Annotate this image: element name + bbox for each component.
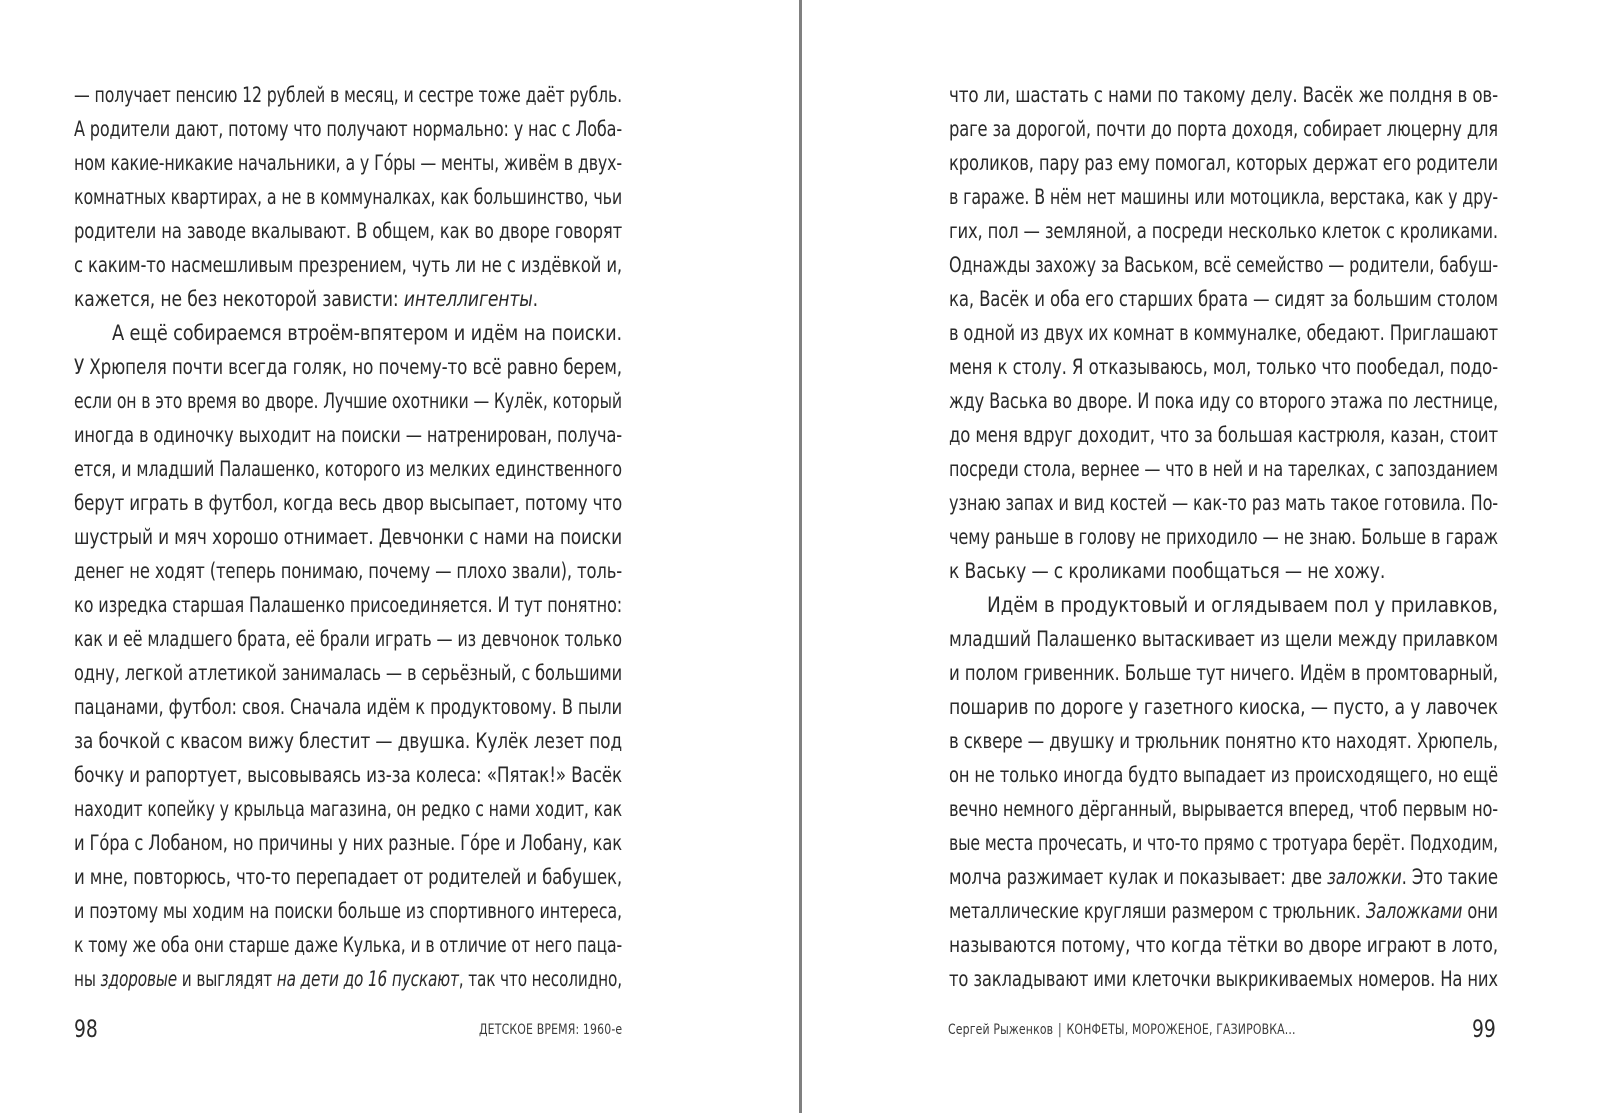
- text-line: [74, 452, 622, 486]
- text-run: и Гóра с Лобаном, но причины у них разные. Гóре и Лобану, как: [74, 831, 623, 855]
- text-line-content: [74, 894, 622, 928]
- text-run: бочку и рапортует, высовываясь из-за колеса: «Пятак!» Васёк: [74, 763, 623, 787]
- text-line: [74, 792, 622, 826]
- text-line: [74, 588, 622, 622]
- text-line-content: [949, 520, 1498, 554]
- text-line: [949, 554, 1498, 588]
- text-line-content: [74, 792, 622, 826]
- text-line: [949, 452, 1498, 486]
- text-line: [74, 690, 622, 724]
- text-line: [74, 316, 622, 350]
- text-line: [949, 588, 1498, 622]
- italic-phrase: интеллигенты: [403, 287, 533, 311]
- text-run: .: [532, 287, 538, 311]
- text-line-content: [74, 350, 622, 384]
- text-line-content: [74, 486, 622, 520]
- text-line-content: [74, 282, 538, 316]
- text-line: [949, 758, 1498, 792]
- text-run: называются потому, что когда тётки во дворе играют в лото,: [949, 933, 1498, 957]
- text-line-content: [74, 214, 622, 248]
- right-page-body: [949, 78, 1498, 996]
- text-run: молча разжимает кулак и показывает: две: [949, 865, 1328, 889]
- running-head-separator: |: [1057, 1022, 1062, 1038]
- text-run: иногда в одиночку выходит на поиски — натренирован, получа-: [74, 423, 623, 447]
- text-run: чему раньше в голову не приходило — не знаю. Больше в гараж: [949, 525, 1499, 549]
- text-line-content: [74, 554, 622, 588]
- text-line: [949, 384, 1498, 418]
- text-line-content: [949, 894, 1498, 928]
- text-run: с каким-то насмешливым презрением, чуть ли не с издёвкой и,: [74, 253, 622, 277]
- text-line: [949, 792, 1498, 826]
- text-line-content: [949, 146, 1498, 180]
- text-line-content: [949, 418, 1498, 452]
- text-line: [74, 486, 622, 520]
- text-run: и полом гривенник. Больше тут ничего. Идём в промтоварный,: [949, 661, 1498, 685]
- text-line-content: [949, 554, 1385, 588]
- text-run: как и её младшего брата, её брали играть — из девчонок только: [74, 627, 622, 651]
- text-line-content: [74, 656, 622, 690]
- text-line-content: [949, 214, 1498, 248]
- text-run: комнатных квартирах, а не в коммуналках, как большинство, чьи: [74, 185, 623, 209]
- text-run: вечно немного дёрганный, вырывается вперед, чтоб первым но-: [949, 797, 1499, 821]
- text-line-content: [949, 656, 1498, 690]
- text-line: [74, 860, 622, 894]
- text-line: [949, 146, 1498, 180]
- text-line-content: [949, 962, 1498, 996]
- text-line: [74, 554, 622, 588]
- text-line: [949, 180, 1498, 214]
- text-line: [949, 928, 1498, 962]
- right-running-head: [948, 1014, 1394, 1044]
- text-line: [949, 214, 1498, 248]
- text-line: [74, 384, 622, 418]
- text-run: ном какие-никакие начальники, а у Гóры — менты, живём в двух-: [74, 151, 622, 175]
- text-run: родители на заводе вкалывают. В общем, как во дворе говорят: [74, 219, 623, 243]
- right-page-footer-number: [1472, 1014, 1503, 1044]
- text-run: ется, и младший Палашенко, которого из мелких единственного: [74, 457, 622, 481]
- text-line-content: [74, 758, 622, 792]
- text-line-content: [949, 282, 1498, 316]
- text-line: [74, 180, 622, 214]
- text-line: [74, 214, 622, 248]
- left-running-head: [479, 1014, 663, 1044]
- text-run: вые места прочесать, и что-то прямо с тротуара берёт. Подходим,: [949, 831, 1499, 855]
- text-line-content: [74, 520, 622, 554]
- text-line-content: [74, 248, 622, 282]
- italic-phrase: заложки: [1327, 865, 1402, 889]
- text-line: [74, 826, 622, 860]
- text-line: [74, 248, 622, 282]
- text-line: [74, 78, 622, 112]
- text-run: У Хрюпеля почти всегда голяк, но почему-то всё равно берем,: [74, 355, 622, 379]
- text-line-content: [74, 690, 622, 724]
- text-line: [949, 78, 1498, 112]
- text-line-content: [74, 962, 622, 996]
- text-run: шустрый и мяч хорошо отнимает. Девчонки с нами на поиски: [74, 525, 622, 549]
- text-run: металлические кругляши размером с трюльник.: [949, 899, 1366, 923]
- page-number: 98: [74, 1015, 98, 1043]
- text-line-content: [949, 758, 1498, 792]
- text-line-content: [987, 588, 1498, 622]
- text-line-content: [949, 384, 1498, 418]
- text-line-content: [74, 418, 622, 452]
- text-line-content: [74, 622, 622, 656]
- text-run: жду Васька во дворе. И пока иду со второго этажа по лестнице,: [949, 389, 1498, 413]
- text-line: [74, 418, 622, 452]
- left-page-body: [74, 78, 622, 996]
- text-line-content: [949, 622, 1498, 656]
- text-run: денег не ходят (теперь понимаю, почему — плохо звали), толь-: [74, 559, 623, 583]
- text-run: Идём в продуктовый и оглядываем пол у прилавков,: [987, 593, 1498, 617]
- text-run: ко изредка старшая Палашенко присоединяется. И тут понятно:: [74, 593, 623, 617]
- text-run: А родители дают, потому что получают нормально: у нас с Лоба-: [74, 117, 623, 141]
- text-line: [949, 962, 1498, 996]
- text-line: [949, 350, 1498, 384]
- text-line: [949, 316, 1498, 350]
- text-line-content: [112, 316, 622, 350]
- text-run: то закладывают ими клеточки выкрикиваемых номеров. На них: [949, 967, 1498, 991]
- text-line: [74, 520, 622, 554]
- text-run: к Ваську — с кроликами пообщаться — не хожу.: [949, 559, 1386, 583]
- text-run: младший Палашенко вытаскивает из щели между прилавком: [949, 627, 1499, 651]
- text-line: [74, 282, 622, 316]
- text-line: [949, 418, 1498, 452]
- text-run: он не только иногда будто выпадает из происходящего, но ещё: [949, 763, 1498, 787]
- text-line: [949, 826, 1498, 860]
- text-line: [74, 146, 622, 180]
- text-line-content: [949, 690, 1498, 724]
- text-run: и поэтому мы ходим на поиски больше из спортивного интереса,: [74, 899, 622, 923]
- text-line-content: [949, 724, 1498, 758]
- text-line-content: [74, 826, 622, 860]
- text-line: [74, 112, 622, 146]
- text-line: [949, 520, 1498, 554]
- text-line-content: [74, 588, 622, 622]
- text-line-content: [949, 826, 1498, 860]
- text-line-content: [74, 452, 622, 486]
- text-line: [74, 622, 622, 656]
- text-run: посреди стола, вернее — что в ней и на тарелках, с запозданием: [949, 457, 1499, 481]
- text-run: и выглядят: [177, 967, 277, 991]
- text-run: кроликов, пару раз ему помогал, которых держат его родители: [949, 151, 1499, 175]
- text-line: [74, 350, 622, 384]
- italic-phrase: здоровые: [100, 967, 178, 991]
- text-line-content: [949, 928, 1498, 962]
- text-run: в одной из двух их комнат в коммуналке, обедают. Приглашают: [949, 321, 1498, 345]
- text-line: [949, 690, 1498, 724]
- text-line-content: [949, 452, 1498, 486]
- text-run: узнаю запах и вид костей — как-то раз мать такое готовила. По-: [949, 491, 1499, 515]
- text-line-content: [74, 180, 622, 214]
- text-line: [74, 656, 622, 690]
- text-line: [949, 622, 1498, 656]
- text-run: если он в это время во дворе. Лучшие охотники — Кулёк, который: [74, 389, 622, 413]
- text-line-content: [74, 860, 622, 894]
- text-run: ны: [74, 967, 101, 991]
- text-line-content: [949, 860, 1498, 894]
- text-line: [949, 282, 1498, 316]
- text-line-content: [74, 146, 622, 180]
- text-run: до меня вдруг доходит, что за большая кастрюля, казан, стоит: [949, 423, 1498, 447]
- text-run: находит копейку у крыльца магазина, он редко с нами ходит, как: [74, 797, 622, 821]
- text-run: Однажды захожу за Васьком, всё семейство — родители, бабуш-: [949, 253, 1498, 277]
- text-run: — получает пенсию 12 рублей в месяц, и сестре тоже даёт рубль.: [74, 83, 623, 107]
- text-line-content: [74, 78, 622, 112]
- text-run: кажется, не без некоторой зависти:: [74, 287, 404, 311]
- text-run: в сквере — двушку и трюльник понятно кто находят. Хрюпель,: [949, 729, 1499, 753]
- text-line: [949, 656, 1498, 690]
- italic-phrase: на дети до 16 пускают: [276, 967, 459, 991]
- text-line: [949, 860, 1498, 894]
- text-run: раге за дорогой, почти до порта доходя, собирает люцерну для: [949, 117, 1498, 141]
- text-line-content: [949, 248, 1498, 282]
- text-line-content: [74, 928, 622, 962]
- text-run: , так что несолидно,: [458, 967, 622, 991]
- text-line-content: [74, 112, 622, 146]
- text-line-content: [949, 316, 1498, 350]
- text-run: гих, пол — земляной, а посреди несколько клеток с кроликами.: [949, 219, 1498, 243]
- text-line-content: [949, 350, 1498, 384]
- text-line-content: [949, 112, 1498, 146]
- text-run: меня к столу. Я отказываюсь, мол, только что пообедал, подо-: [949, 355, 1498, 379]
- text-line-content: [74, 724, 622, 758]
- book-title: КОНФЕТЫ, МОРОЖЕНОЕ, ГАЗИРОВКА...: [1066, 1022, 1296, 1038]
- text-line: [949, 248, 1498, 282]
- text-line: [949, 486, 1498, 520]
- text-run: одну, легкой атлетикой занималась — в серьёзный, с большими: [74, 661, 623, 685]
- text-line: [949, 894, 1498, 928]
- running-head-text: ДЕТСКОЕ ВРЕМЯ: 1960-е: [478, 1022, 622, 1038]
- text-line-content: [74, 384, 622, 418]
- text-line: [74, 758, 622, 792]
- text-line-content: [949, 792, 1498, 826]
- text-line: [74, 962, 622, 996]
- text-run: в гараже. В нём нет машины или мотоцикла, верстака, как у дру-: [949, 185, 1498, 209]
- text-line: [949, 112, 1498, 146]
- text-line: [949, 724, 1498, 758]
- text-line: [74, 894, 622, 928]
- text-run: . Это такие: [1401, 865, 1499, 889]
- text-line: [74, 928, 622, 962]
- text-run: что ли, шастать с нами по такому делу. Васёк же полдня в ов-: [949, 83, 1499, 107]
- text-line: [74, 724, 622, 758]
- text-run: берут играть в футбол, когда весь двор высыпает, потому что: [74, 491, 623, 515]
- text-run: ка, Васёк и оба его старших брата — сидят за большим столом: [949, 287, 1499, 311]
- gutter-divider: [799, 0, 802, 1113]
- page-number: 99: [1472, 1015, 1496, 1043]
- author-name: Сергей Рыженков: [948, 1022, 1054, 1038]
- text-run: за бочкой с квасом вижу блестит — двушка. Кулёк лезет под: [74, 729, 622, 753]
- left-page-footer-number: [74, 1014, 105, 1044]
- text-line-content: [949, 486, 1498, 520]
- text-run: и мне, повторюсь, что-то перепадает от родителей и бабушек,: [74, 865, 623, 889]
- text-run: к тому же оба они старше даже Кулька, и в отличие от него паца-: [74, 933, 623, 957]
- text-run: они: [1462, 899, 1498, 923]
- text-run: пацанами, футбол: своя. Сначала идём к продуктовому. В пыли: [74, 695, 623, 719]
- text-run: А ещё собираемся втроём-впятером и идём на поиски.: [112, 321, 623, 345]
- italic-phrase: Заложками: [1365, 899, 1463, 923]
- text-run: пошарив по дороге у газетного киоска, — пусто, а у лавочек: [949, 695, 1498, 719]
- text-line-content: [949, 78, 1498, 112]
- text-line-content: [949, 180, 1498, 214]
